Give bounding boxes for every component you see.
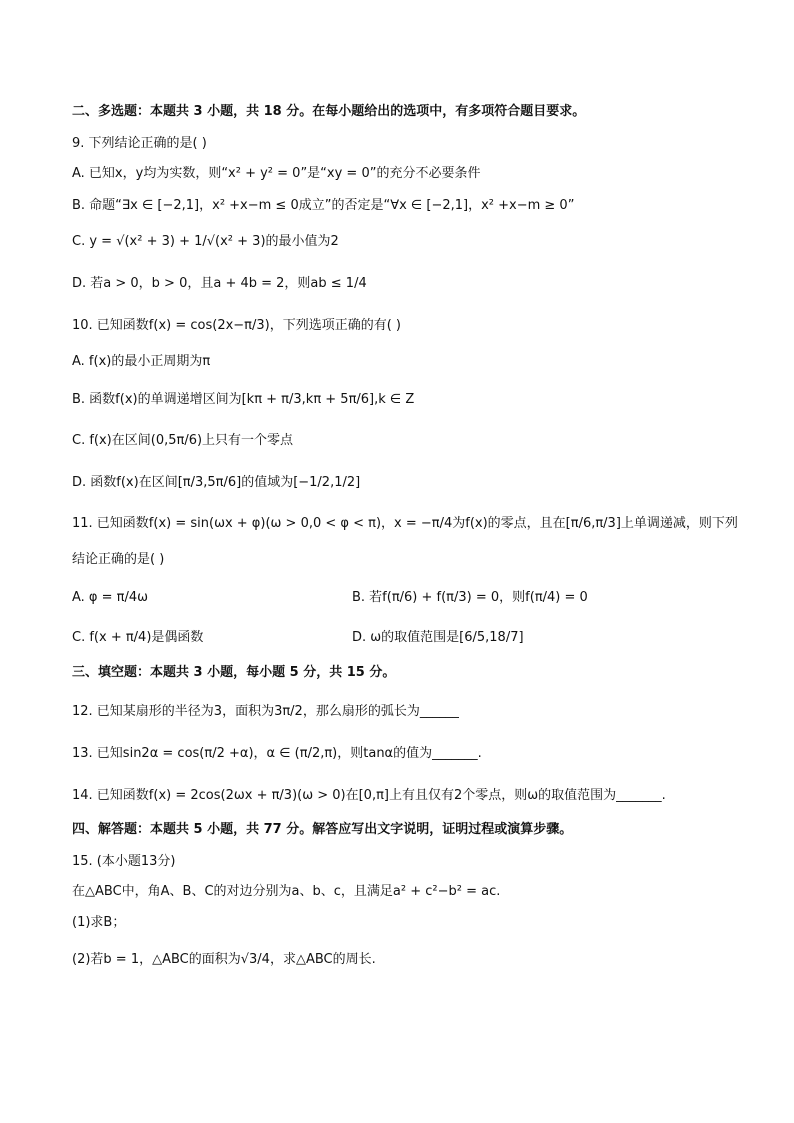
question-9-option-a: A. 已知x，y均为实数，则“x² + y² = 0”是“xy = 0”的充分不必要条件: [72, 166, 481, 181]
question-10-option-d: D. 函数f(x)在区间[π/3,5π/6]的值域为[−1/2,1/2]: [72, 475, 361, 490]
question-15-stem: 在△ABC中，角A、B、C的对边分别为a、b、c，且满足a² + c²−b² = ac.: [72, 884, 501, 899]
question-15-part-1: (1)求B；: [72, 915, 126, 930]
question-9-option-d: D. 若a > 0，b > 0，且a + 4b = 2，则ab ≤ 1/4: [72, 276, 367, 291]
question-15-label: 15. (本小题13分): [72, 854, 176, 869]
section-heading-multiple-choice: 二、多选题：本题共 3 小题，共 18 分。在每小题给出的选项中，有多项符合题目要求。: [72, 104, 586, 119]
question-14: 14. 已知函数f(x) = 2cos(2ωx + π/3)(ω > 0)在[0,π]上有且仅有2个零点，则ω的取值范围为_______.: [72, 788, 666, 803]
question-13: 13. 已知sin2α = cos(π/2 +α)，α ∈ (π/2,π)，则tanα的值为_______.: [72, 746, 482, 761]
section-heading-fill-in: 三、填空题：本题共 3 小题，每小题 5 分，共 15 分。: [72, 665, 396, 680]
question-9-option-c: C. y = √(x² + 3) + 1/√(x² + 3)的最小值为2: [72, 234, 339, 249]
section-heading-problems: 四、解答题：本题共 5 小题，共 77 分。解答应写出文字说明，证明过程或演算步骤。: [72, 822, 573, 837]
question-11-option-c: C. f(x + π/4)是偶函数: [72, 630, 204, 645]
question-11-stem-line-1: 11. 已知函数f(x) = sin(ωx + φ)(ω > 0,0 < φ < π)，x = −π/4为f(x)的零点，且在[π/6,π/3]上单调递减，则下列: [72, 516, 738, 531]
question-9-stem: 9. 下列结论正确的是( ): [72, 136, 207, 151]
question-12: 12. 已知某扇形的半径为3，面积为3π/2，那么扇形的弧长为______: [72, 704, 459, 719]
question-11-option-b: B. 若f(π/6) + f(π/3) = 0，则f(π/4) = 0: [352, 590, 588, 605]
question-10-stem: 10. 已知函数f(x) = cos(2x−π/3)，下列选项正确的有( ): [72, 318, 402, 333]
question-11-option-d: D. ω的取值范围是[6/5,18/7]: [352, 630, 524, 645]
question-10-option-b: B. 函数f(x)的单调递增区间为[kπ + π/3,kπ + 5π/6],k ∈ Z: [72, 392, 415, 407]
question-10-option-a: A. f(x)的最小正周期为π: [72, 354, 211, 369]
question-10-option-c: C. f(x)在区间(0,5π/6)上只有一个零点: [72, 433, 294, 448]
question-11-option-a: A. φ = π/4ω: [72, 590, 149, 605]
question-11-stem-line-2: 结论正确的是( ): [72, 552, 165, 567]
question-15-part-2: (2)若b = 1，△ABC的面积为√3/4，求△ABC的周长.: [72, 952, 376, 967]
question-9-option-b: B. 命题“∃x ∈ [−2,1]，x² +x−m ≤ 0成立”的否定是“∀x ∈ [−2,1]，x² +x−m ≥ 0”: [72, 198, 575, 213]
